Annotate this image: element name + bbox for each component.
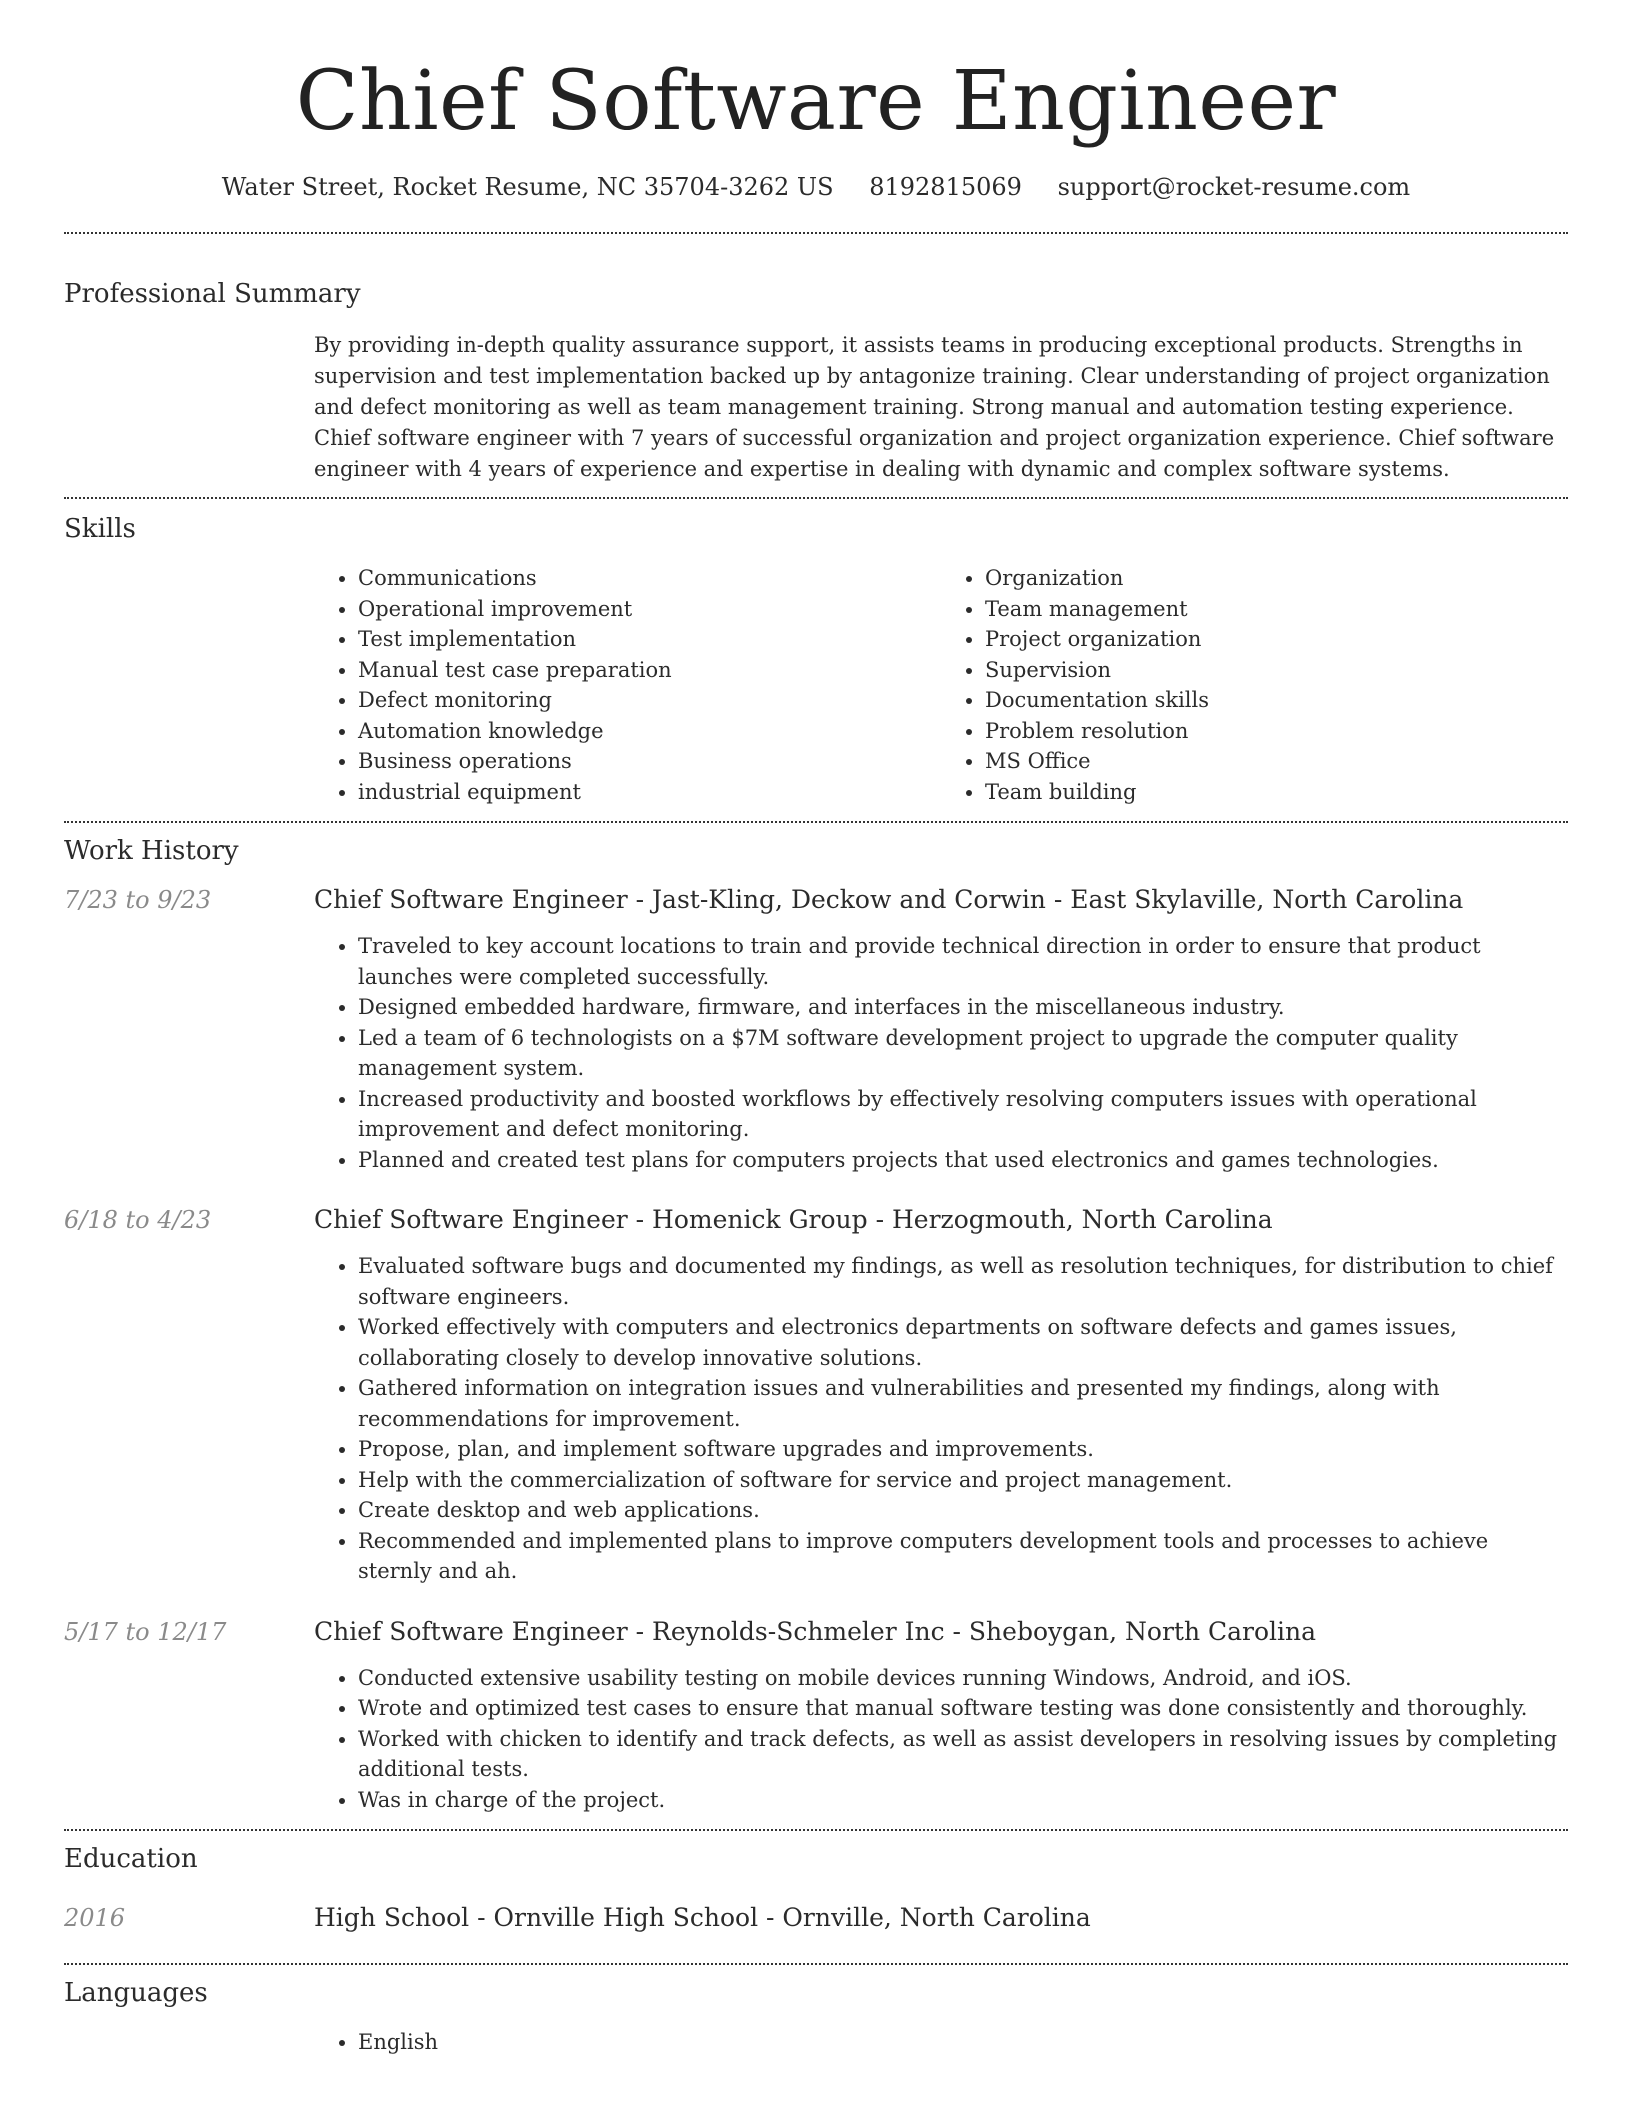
skill-item: • Documentation skills — [985, 685, 1568, 716]
skill-item: • Business operations — [358, 746, 941, 777]
skill-item: • Problem resolution — [985, 716, 1568, 747]
skills-list-right — [941, 563, 1568, 807]
skills-list-left — [314, 563, 941, 807]
skill-item: • Supervision — [985, 655, 1568, 686]
skill-item: • Communications — [358, 563, 941, 594]
languages-heading: Languages — [64, 1978, 208, 2008]
education-section — [64, 1831, 1568, 1963]
skill-item: • Automation knowledge — [358, 716, 941, 747]
job-bullets — [314, 931, 1568, 1175]
job-bullet: • Was in charge of the project. — [358, 1785, 1568, 1816]
skill-item: • Organization — [985, 563, 1568, 594]
job-bullet: • Planned and created test plans for computers projects that used electronics and games technologies. — [358, 1145, 1568, 1176]
education-entry — [64, 1901, 1568, 1963]
education-details: High School - Ornville High School - Ornville, North Carolina — [314, 1903, 1091, 1932]
job-details — [314, 1203, 1568, 1587]
skill-item: • Project organization — [985, 624, 1568, 655]
job-bullet: • Increased productivity and boosted workflows by effectively resolving computers issues with operational improvement and defect monitoring. — [358, 1084, 1568, 1145]
work-history-heading: Work History — [64, 836, 239, 866]
job-bullet: • Conducted extensive usability testing on mobile devices running Windows, Android, and iOS. — [358, 1663, 1568, 1694]
job-bullet: • Create desktop and web applications. — [358, 1495, 1568, 1526]
job-bullet: • Help with the commercialization of software for service and project management. — [358, 1465, 1568, 1496]
address-text: Water Street, Rocket Resume, NC 35704-3262 US — [221, 173, 834, 201]
education-heading: Education — [64, 1844, 198, 1874]
summary-text: By providing in-depth quality assurance support, it assists teams in producing exceptional products. Strengths in supervision and test implementation backed up by antagonize training. Clear understanding of project organization and defect monitoring as well as team management training. Strong manual and automation testing experience. Chief software engineer with 7 years of successful organization and project organization experience. Chief software engineer with 4 years of experience and expertise in dealing with dynamic and complex software systems. — [314, 333, 1555, 481]
job-title: Chief Software Engineer - Jast-Kling, Deckow and Corwin - East Skylaville, North Carolina — [314, 885, 1464, 914]
job-bullet: • Designed embedded hardware, firmware, and interfaces in the miscellaneous industry. — [358, 992, 1568, 1023]
job-entry — [64, 883, 1568, 1175]
job-bullet: • Gathered information on integration issues and vulnerabilities and presented my findings, along with recommendations for improvement. — [358, 1373, 1568, 1434]
job-bullet: • Evaluated software bugs and documented my findings, as well as resolution techniques, for distribution to chief software engineers. — [358, 1251, 1568, 1312]
job-details — [314, 1615, 1568, 1816]
job-bullet: • Worked with chicken to identify and track defects, as well as assist developers in resolving issues by completing additional tests. — [358, 1724, 1568, 1785]
job-bullets — [314, 1663, 1568, 1816]
resume-header — [64, 0, 1568, 204]
language-item: • English — [358, 2027, 1568, 2057]
contact-line — [64, 170, 1568, 204]
work-history-section — [64, 823, 1568, 1815]
skill-item: • Defect monitoring — [358, 685, 941, 716]
job-bullet: • Led a team of 6 technologists on a $7M software development project to upgrade the computer quality management system. — [358, 1023, 1568, 1084]
email-text: support@rocket-resume.com — [1057, 173, 1411, 201]
job-bullet: • Propose, plan, and implement software upgrades and improvements. — [358, 1434, 1568, 1465]
skill-item: • Manual test case preparation — [358, 655, 941, 686]
languages-list — [314, 2027, 1568, 2057]
job-dates: 7/23 to 9/23 — [64, 886, 212, 914]
skill-item: • industrial equipment — [358, 777, 941, 808]
job-entry — [64, 1203, 1568, 1587]
skill-item: • Test implementation — [358, 624, 941, 655]
job-bullet: • Wrote and optimized test cases to ensure that manual software testing was done consistently and thoroughly. — [358, 1693, 1568, 1724]
job-bullet: • Traveled to key account locations to train and provide technical direction in order to ensure that product launches were completed successfully. — [358, 931, 1568, 992]
job-dates: 5/17 to 12/17 — [64, 1617, 227, 1646]
summary-heading: Professional Summary — [64, 279, 361, 309]
skills-section — [64, 499, 1568, 821]
job-entry — [64, 1615, 1568, 1816]
page-title: Chief Software Engineer — [295, 54, 1337, 149]
skill-item: • Team building — [985, 777, 1568, 808]
skills-heading: Skills — [64, 514, 136, 544]
skill-item: • Operational improvement — [358, 594, 941, 625]
education-year: 2016 — [64, 1904, 126, 1932]
job-details — [314, 883, 1568, 1175]
skill-item: • MS Office — [985, 746, 1568, 777]
job-bullet: • Worked effectively with computers and electronics departments on software defects and games issues, collaborating closely to develop innovative solutions. — [358, 1312, 1568, 1373]
job-bullet: • Recommended and implemented plans to improve computers development tools and processes to achieve sternly and ah. — [358, 1526, 1568, 1587]
languages-section — [64, 1965, 1568, 2057]
skill-item: • Team management — [985, 594, 1568, 625]
job-title: Chief Software Engineer - Homenick Group - Herzogmouth, North Carolina — [314, 1205, 1273, 1234]
job-dates: 6/18 to 4/23 — [64, 1206, 212, 1234]
job-title: Chief Software Engineer - Reynolds-Schmeler Inc - Sheboygan, North Carolina — [314, 1616, 1317, 1646]
job-bullets — [314, 1251, 1568, 1587]
skills-grid — [314, 563, 1568, 821]
summary-section — [64, 234, 1568, 497]
phone-text: 8192815069 — [869, 173, 1022, 201]
